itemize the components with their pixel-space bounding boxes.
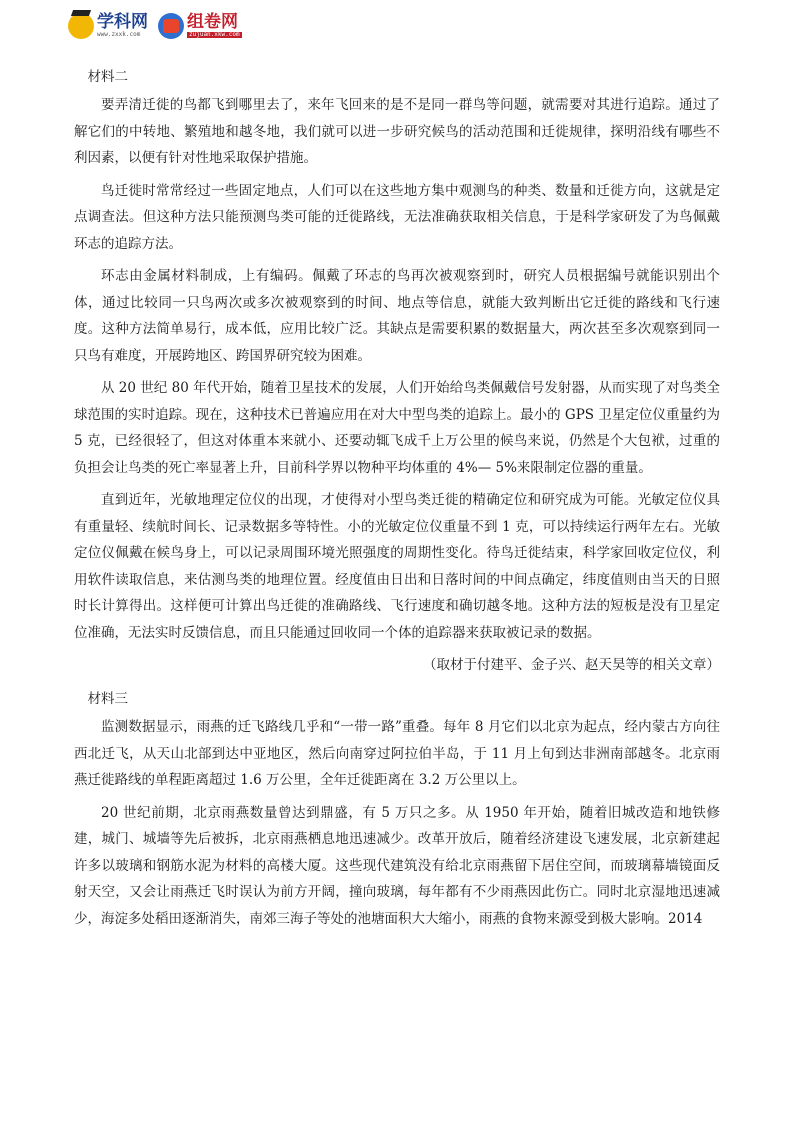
zujuan-logo[interactable] (158, 13, 242, 39)
zxxk-logo-name: 学科网 (97, 12, 148, 32)
zujuan-logo-name: 组卷网 (187, 12, 238, 32)
material2-paragraph: 环志由金属材料制成，上有编码。佩戴了环志的鸟再次被观察到时，研究人员根据编号就能识别出个体，通过比较同一只鸟两次或多次被观察到的时间、地点等信息，就能大致判断出它迁徙的路线和飞行速度。这种方法简单易行，成本低，应用比较广泛。其缺点是需要积累的数据量大，两次甚至多次观察到同一只鸟有难度，开展跨地区、跨国界研究较为困难。 (74, 268, 720, 364)
material2-paragraph: 直到近年，光敏地理定位仪的出现，才使得对小型鸟类迁徙的精确定位和研究成为可能。光敏定位仪具有重量轻、续航时间长、记录数据多等特性。小的光敏定位仪重量不到 1 克，可以持续运行两年左右。光敏定位仪佩戴在候鸟身上，可以记录周围环境光照强度的周期性变化。待鸟迁徙结束，科学家回收定位仪，利用软件读取信息，来估测鸟类的地理位置。经度值由日出和日落时间的中间点确定，纬度值则由当天的日照时长计算得出。这样便可计算出鸟迁徙的准确路线、飞行速度和确切越冬地。这种方法的短板是没有卫星定位准确，无法实时反馈信息，而且只能通过回收同一个体的追踪器来获取被记录的数据。 (74, 492, 720, 641)
material2-paragraph: 鸟迁徙时常常经过一些固定地点，人们可以在这些地方集中观测鸟的种类、数量和迁徙方向，这就是定点调查法。但这种方法只能预测鸟类可能的迁徙路线，无法准确获取相关信息，于是科学家研发了为鸟佩戴环志的追踪方法。 (74, 182, 720, 252)
zxxk-logo[interactable] (68, 13, 148, 39)
graduation-cap-icon (68, 13, 94, 39)
page-header (68, 8, 242, 44)
material2-source: （取材于付建平、金子兴、赵天昊等的相关文章） (423, 657, 720, 673)
zujuan-logo-url: zujuan.xkw.com (189, 31, 240, 38)
material2-paragraph: 从 20 世纪 80 年代开始，随着卫星技术的发展，人们开始给鸟类佩戴信号发射器，从而实现了对鸟类全球范围的实时追踪。现在，这种技术已普遍应用在对大中型鸟类的追踪上。最小的 GPS 卫星定位仪重量约为 5 克，已经很轻了，但这对体重本来就小、还要动辄飞成千上万公里的候鸟来说，仍然是个大包袱，过重的负担会让鸟类的死亡率显著上升，目前科学界以物种平均体重的 4%— 5%来限制定位器的重量。 (74, 380, 720, 476)
zxxk-logo-url: www.zxxk.com (97, 31, 141, 38)
material2-paragraph: 要弄清迁徙的鸟都飞到哪里去了，来年飞回来的是不是同一群鸟等问题，就需要对其进行追踪。通过了解它们的中转地、繁殖地和越冬地，我们就可以进一步研究候鸟的活动范围和迁徙规律，探明沿线有哪些不利因素，以便有针对性地采取保护措施。 (74, 97, 720, 166)
material3-paragraph: 20 世纪前期，北京雨燕数量曾达到鼎盛，有 5 万只之多。从 1950 年开始，随着旧城改造和地铁修建，城门、城墙等先后被拆，北京雨燕栖息地迅速减少。改革开放后，随着经济建设飞速发展，北京新建起许多以玻璃和钢筋水泥为材料的高楼大厦。这些现代建筑没有给北京雨燕留下居住空间，而玻璃幕墙镜面反射天空，又会让雨燕迁飞时误认为前方开阔，撞向玻璃，每年都有不少雨燕因此伤亡。同时北京湿地迅速减少，海淀多处稻田逐渐消失，南郊三海子等处的池塘面积大大缩小，雨燕的食物来源受到极大影响。2014 (74, 804, 720, 927)
material3-paragraph: 监测数据显示，雨燕的迁飞路线几乎和“一带一路”重叠。每年 8 月它们以北京为起点，经内蒙古方向往西北迁飞，从天山北部到达中亚地区，然后向南穿过阿拉伯半岛，于 11 月上旬到达非洲南部越冬。北京雨燕迁徙路线的单程距离超过 1.6 万公里，全年迁徙距离在 3.2 万公里以上。 (74, 719, 720, 788)
mascot-icon (158, 13, 184, 39)
material3-title: 材料三 (87, 691, 128, 707)
material2-title: 材料二 (87, 69, 128, 85)
document-body (74, 64, 720, 938)
